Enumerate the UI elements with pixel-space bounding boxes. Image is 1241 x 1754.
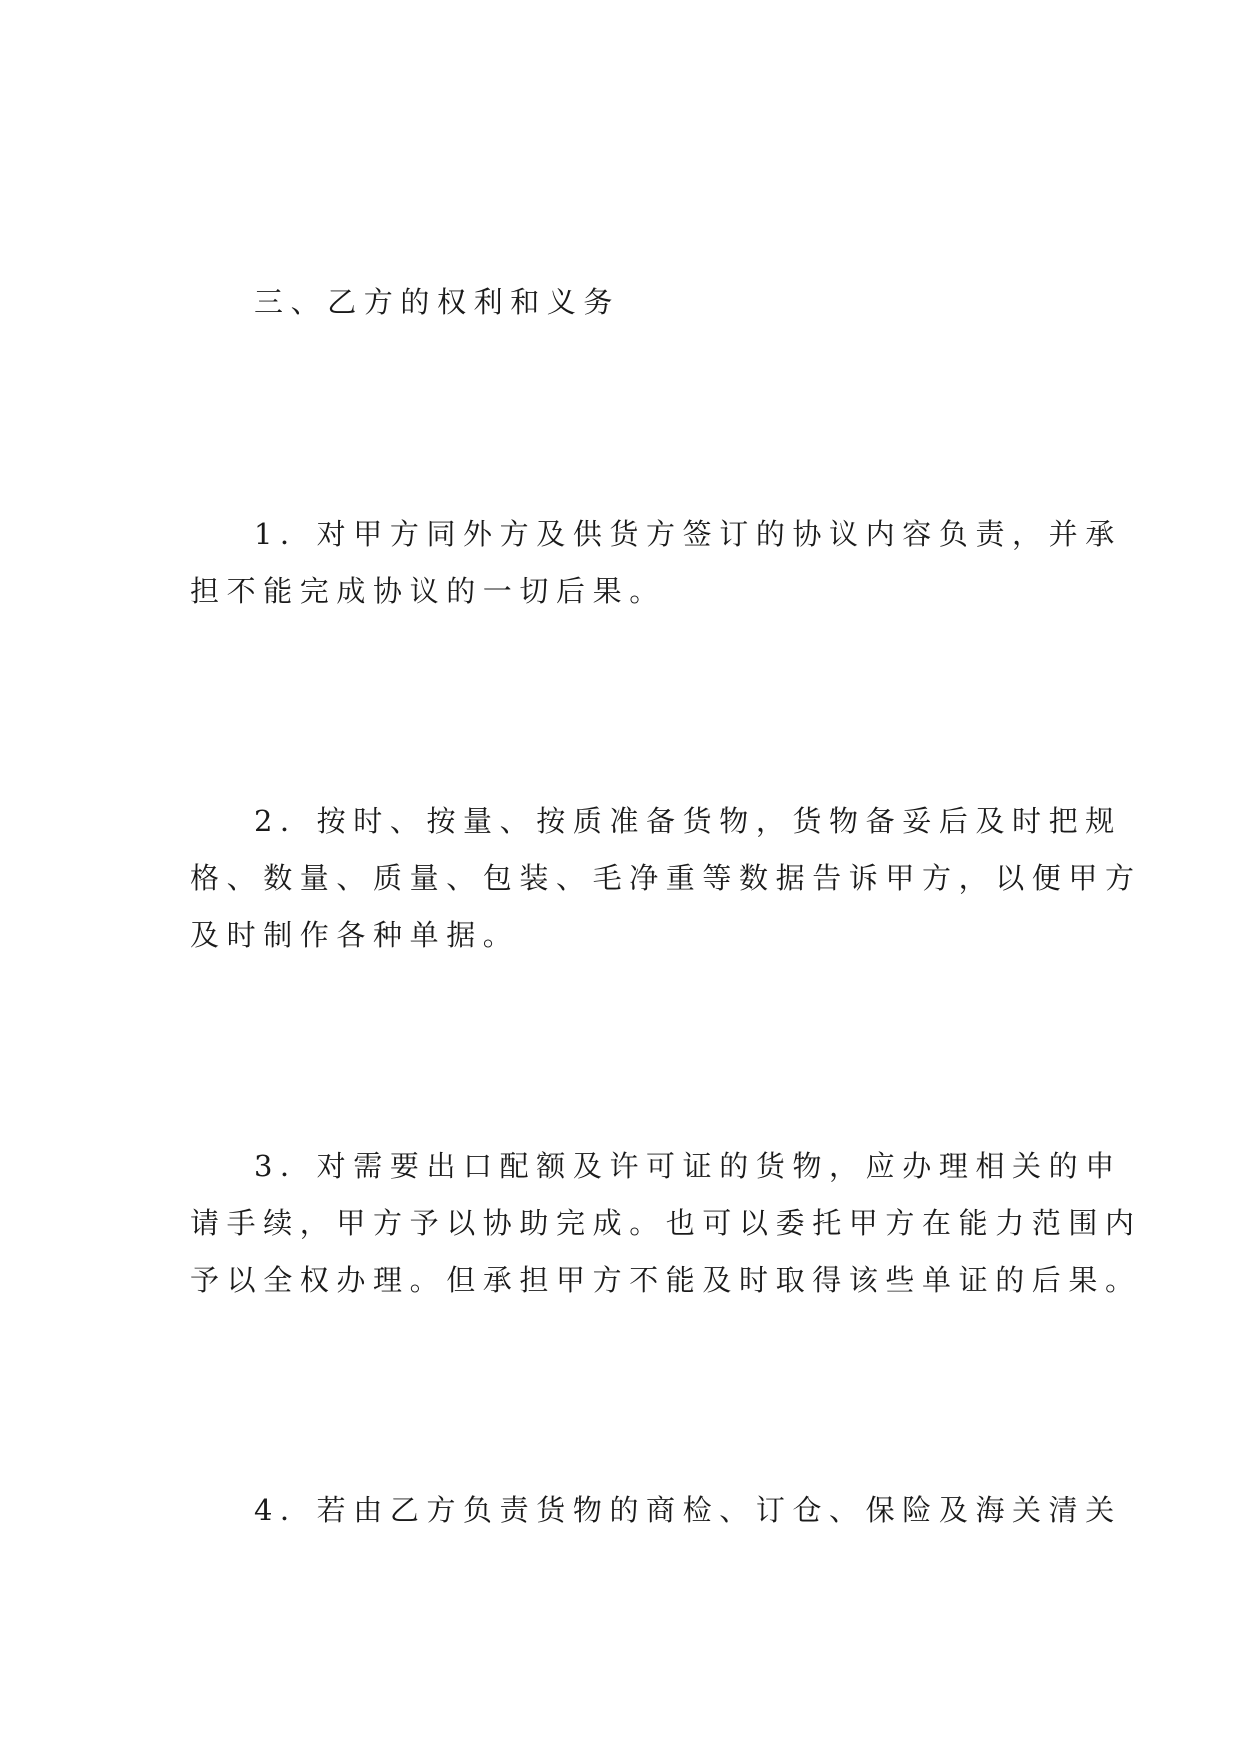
clause-4-line-1: 4．若由乙方负责货物的商检、订仓、保险及海关清关 <box>254 1493 1122 1527</box>
clause-2-line-2: 格、数量、质量、包装、毛净重等数据告诉甲方，以便甲方 <box>190 861 1142 895</box>
clause-1-line-2: 担不能完成协议的一切后果。 <box>190 574 666 608</box>
clause-3-line-2: 请手续，甲方予以协助完成。也可以委托甲方在能力范围内 <box>190 1206 1142 1240</box>
clause-1-line-1: 1．对甲方同外方及供货方签订的协议内容负责，并承 <box>254 517 1122 551</box>
clause-3-line-3: 予以全权办理。但承担甲方不能及时取得该些单证的后果。 <box>190 1263 1142 1297</box>
section-heading: 三、乙方的权利和义务 <box>254 285 621 319</box>
clause-2-line-3: 及时制作各种单据。 <box>190 918 520 952</box>
clause-2-line-1: 2．按时、按量、按质准备货物，货物备妥后及时把规 <box>254 804 1122 838</box>
clause-3-line-1: 3．对需要出口配额及许可证的货物，应办理相关的申 <box>254 1149 1122 1183</box>
